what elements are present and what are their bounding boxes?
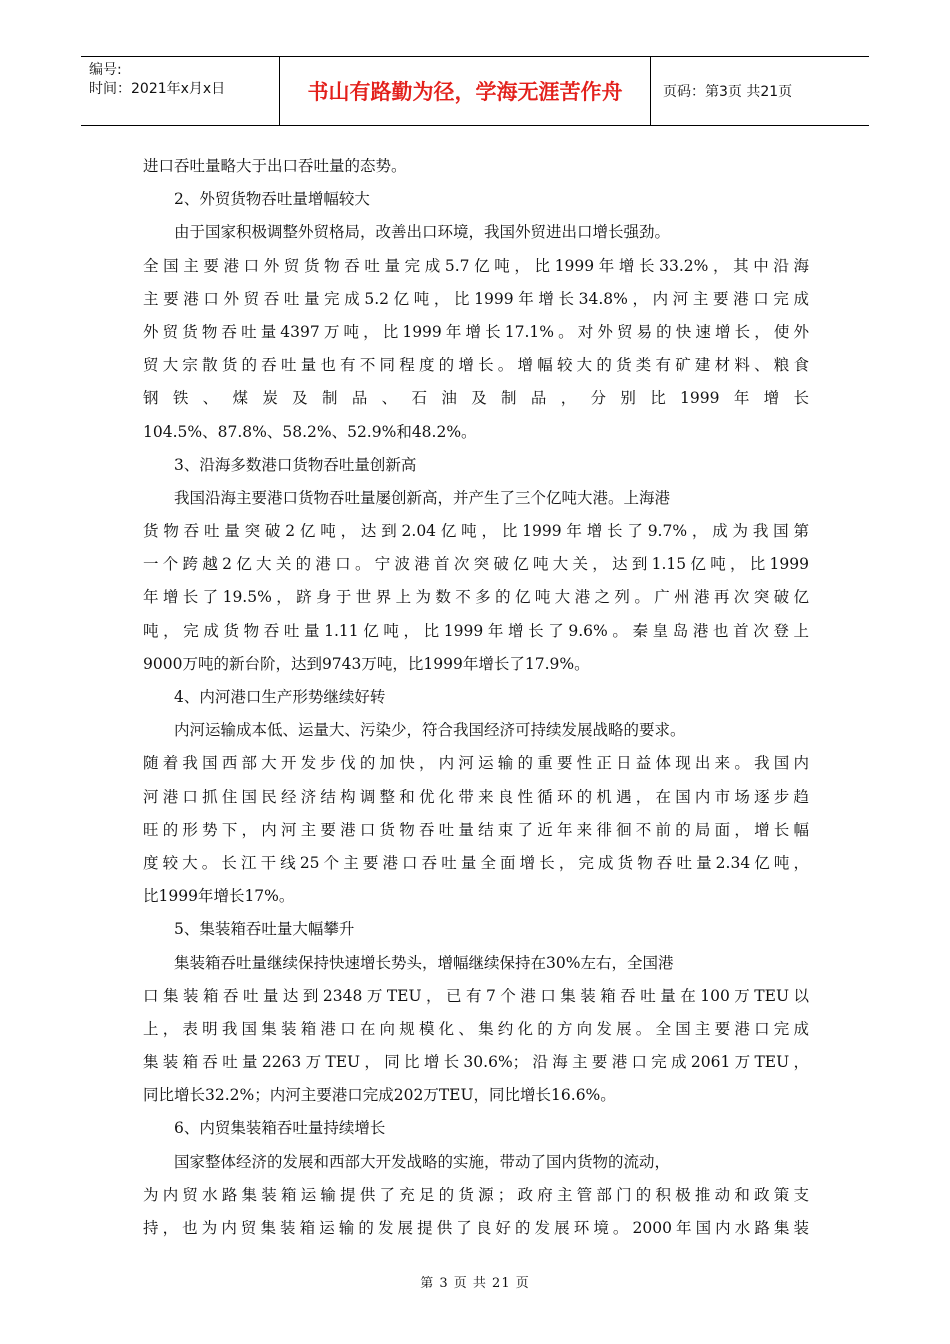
body-line: 吨，完成货物吞吐量1.11亿吨，比1999年增长了9.6%。秦皇岛港也首次登上 — [143, 621, 809, 640]
body-line: 货物吞吐量突破2亿吨，达到2.04亿吨，比1999年增长了9.7%，成为我国第 — [143, 522, 809, 541]
body-line: 贸大宗散货的吞吐量也有不同程度的增长。增幅较大的货类有矿建材料、粮食 — [143, 356, 809, 375]
body-line: 9000万吨的新台阶，达到9743万吨，比1999年增长了17.9%。 — [143, 654, 590, 673]
body-line: 度较大。长江干线25个主要港口吞吐量全面增长，完成货物吞吐量2.34亿吨， — [143, 853, 809, 872]
section-heading: 5、集装箱吞吐量大幅攀升 — [174, 920, 355, 939]
body-line: 比1999年增长17%。 — [143, 887, 295, 906]
body-line: 旺的形势下，内河主要港口货物吞吐量结束了近年来徘徊不前的局面，增长幅 — [143, 820, 809, 839]
body-line: 上，表明我国集装箱港口在向规模化、集约化的方向发展。全国主要港口完成 — [143, 1019, 809, 1038]
body-line: 由于国家积极调整外贸格局，改善出口环境，我国外贸进出口增长强劲。 — [174, 223, 671, 242]
header-motto: 书山有路勤为径，学海无涯苦作舟 — [280, 57, 651, 125]
document-body — [143, 150, 809, 1245]
body-line: 全国主要港口外贸货物吞吐量完成5.7亿吨，比1999年增长33.2%，其中沿海 — [143, 256, 809, 275]
document-header — [81, 56, 869, 126]
body-line: 外贸货物吞吐量4397万吨，比1999年增长17.1%。对外贸易的快速增长，使外 — [143, 322, 809, 341]
body-line: 为内贸水路集装箱运输提供了充足的货源；政府主管部门的积极推动和政策支 — [143, 1185, 809, 1204]
body-line: 持，也为内贸集装箱运输的发展提供了良好的发展环境。2000年国内水路集装 — [143, 1219, 809, 1237]
body-line: 内河运输成本低、运量大、污染少，符合我国经济可持续发展战略的要求。 — [174, 721, 686, 740]
body-line: 年增长了19.5%，跻身于世界上为数不多的亿吨大港之列。广州港再次突破亿 — [143, 588, 809, 607]
body-line: 国家整体经济的发展和西部大开发战略的实施，带动了国内货物的流动， — [174, 1152, 671, 1171]
page-footer: 第 3 页 共 21 页 — [420, 1276, 530, 1291]
header-page-info: 页码：第3页 共21页 — [663, 84, 793, 100]
document-number-label: 编号: — [89, 62, 122, 78]
body-line: 104.5%、87.8%、58.2%、52.9%和48.2%。 — [143, 422, 477, 441]
section-heading: 3、沿海多数港口货物吞吐量创新高 — [174, 455, 417, 474]
body-line: 一个跨越2亿大关的港口。宁波港首次突破亿吨大关，达到1.15亿吨，比1999 — [143, 555, 809, 574]
body-line: 随着我国西部大开发步伐的加快，内河运输的重要性正日益体现出来。我国内 — [143, 754, 809, 773]
body-line: 河港口抓住国民经济结构调整和优化带来良性循环的机遇，在国内市场逐步趋 — [143, 787, 809, 806]
body-line: 口集装箱吞吐量达到2348万TEU，已有7个港口集装箱吞吐量在100万TEU以 — [143, 986, 809, 1005]
body-line: 集装箱吞吐量继续保持快速增长势头，增幅继续保持在30%左右，全国港 — [174, 953, 674, 972]
header-meta — [81, 57, 280, 125]
body-line: 钢铁、煤炭及制品、石油及制品，分别比1999年增长 — [143, 389, 809, 408]
section-heading: 6、内贸集装箱吞吐量持续增长 — [174, 1119, 386, 1138]
section-heading: 4、内河港口生产形势继续好转 — [174, 688, 386, 706]
body-line: 进口吞吐量略大于出口吞吐量的态势。 — [143, 157, 407, 175]
body-line: 同比增长32.2%；内河主要港口完成202万TEU，同比增长16.6%。 — [143, 1086, 616, 1105]
body-line: 我国沿海主要港口货物吞吐量屡创新高，并产生了三个亿吨大港。上海港 — [174, 488, 671, 507]
body-line: 集装箱吞吐量2263万TEU，同比增长30.6%；沿海主要港口完成2061万TEU， — [143, 1053, 809, 1072]
document-date: 时间：2021年x月x日 — [89, 81, 226, 97]
body-line: 主要港口外贸吞吐量完成5.2亿吨，比1999年增长34.8%，内河主要港口完成 — [143, 289, 809, 308]
section-heading: 2、外贸货物吞吐量增幅较大 — [174, 190, 370, 209]
